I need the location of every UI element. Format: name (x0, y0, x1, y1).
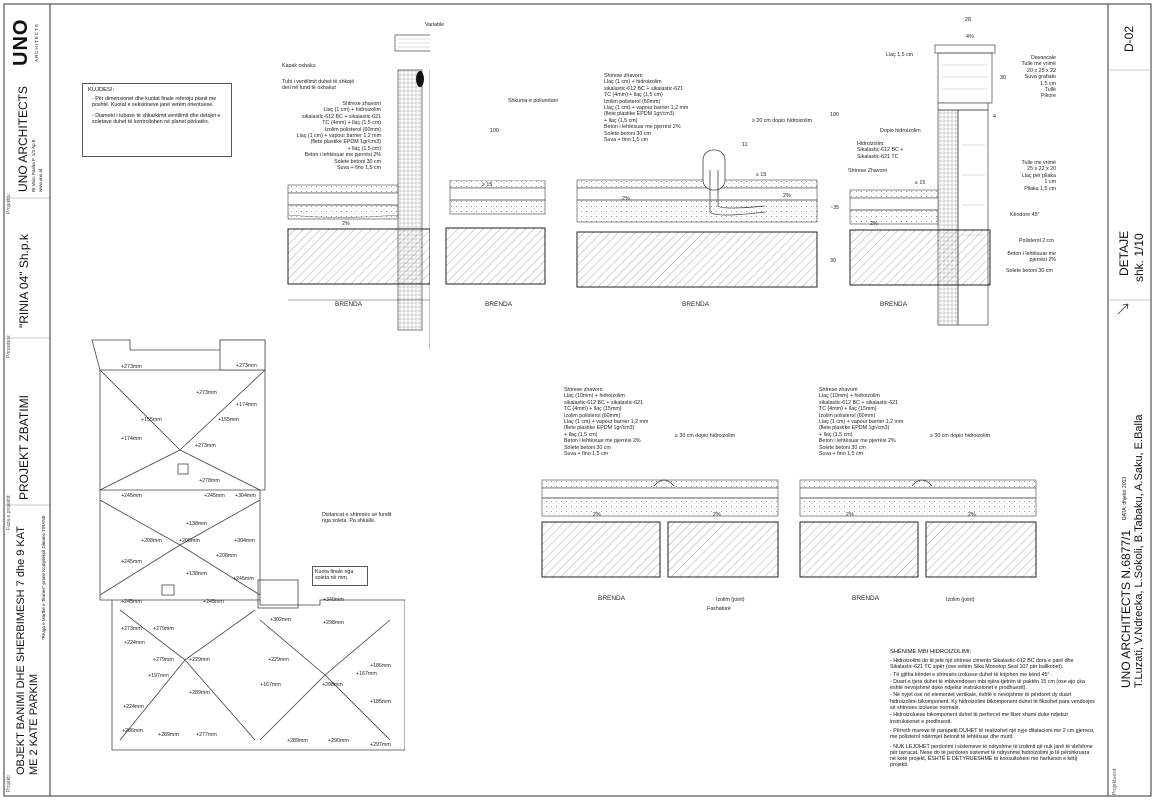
kujdes-item: - Për dimensionet dhe kuotat finale referoju planit me poshtë. Kuotat e seksioneve janë vetëm orientuese. (92, 96, 217, 109)
client-name: "RINIA 04" Sh.p.k (17, 234, 31, 328)
dim-15-d3: ≥ 15 (915, 180, 926, 186)
plan-dim: +229mm (268, 657, 289, 663)
label-solete-betoni: Solete betoni 30 cm (1006, 268, 1053, 274)
label-projekti: Projekti: (6, 773, 12, 792)
label-variable: Variable (425, 22, 445, 28)
dim-100-d1: 100 (490, 128, 499, 134)
plan-dim: +279mm (153, 626, 174, 632)
dim-4: 4 (993, 114, 996, 120)
hidroizolimi-notes (886, 647, 1100, 787)
slope-d2-1: 2% (622, 196, 630, 202)
label-dopio-20: ≥ 20 cm dopio hidroizolim (752, 118, 813, 124)
plan-dim: +197mm (148, 673, 169, 679)
label-brenda-d4: BRENDA (598, 595, 626, 602)
plan-dim: +245mm (204, 493, 225, 499)
plan-dim: +298mm (322, 682, 343, 688)
label-kapak-oxhaku: Kapak oxhaku (282, 63, 316, 69)
slope-d4-1: 2% (593, 512, 601, 518)
plan-dim: +340mm (323, 597, 344, 603)
layers-detail4: Shtrese zhavorri Llaç (10mm) + hidroizolim sikalastic-612 BC + sikalastic-621 TC (4mm) + llaç (15mm) Izolim polisterol (60mm) Llaç (1 cm) + vapour barrier 1,2 mm (flete plastike EPDM 1gr/cm3) + llaç (1,5 cm) Beton i lehtësuar me pjerrësi 2% Solete betoni 30 cm Suva + fino 1,5 cm (564, 387, 649, 458)
project-title-line2: ME 2 KATE PARKIM (28, 673, 40, 775)
label-projektoi: Projektoi: (6, 193, 12, 214)
label-hidroizolim-sika: Hidroizolim: Sikalastic-612 BC + Sikalastic-621 TC (857, 141, 904, 160)
plan-note-distancat-text: Distancat e shtresës së fundit nga soleta. Pa shkallë. (322, 512, 392, 525)
project-phase: PROJEKT ZBATIMI (17, 395, 31, 500)
note-item: - Duart e tjera duhet të mbivendosen mbi njëra-tjetrën të paktën 15 cm (ose ajo çka është nevojshmë duke ndjekur instruksionet e prodhuesit). (890, 678, 1085, 692)
plan-note-kuota (312, 566, 368, 586)
label-dopio-30-d5: ≥ 30 cm dopio hidroizolim (930, 433, 991, 439)
label-brenda-d2: BRENDA (682, 301, 710, 308)
plan-dim: +224mm (124, 640, 145, 646)
plan-dim: +208mm (141, 538, 162, 544)
dim-4pct: 4% (966, 34, 974, 40)
plan-dim: +297mm (370, 742, 391, 748)
detail-joint-section-2 (798, 470, 1038, 590)
plan-dim: +273mm (236, 363, 257, 369)
label-porositesi: Porositesi: (6, 334, 12, 358)
plan-dim: +289mm (158, 732, 179, 738)
plan-dim: +289mm (189, 690, 210, 696)
label-llac-15: Llaç 1,5 cm (886, 52, 914, 58)
plan-dim: +278mm (199, 478, 220, 484)
plan-dim: +277mm (196, 732, 217, 738)
logo-sub: ARCHITECTS (34, 23, 39, 62)
label-fashature: Fashaturë (707, 606, 731, 612)
label-projektuesit: Projektuesit: (1112, 767, 1118, 795)
dim-30-top: 30 (1000, 75, 1006, 81)
parapet-labels-top: Davancale Tulle me vrimë 20 x 25 x 22 Suva grafiato 1,5 cm Tullë Pikore (1021, 55, 1056, 100)
detail-drain-section (575, 140, 820, 325)
plan-dim: +174mm (236, 402, 257, 408)
plan-dim: +208mm (179, 538, 200, 544)
project-location: "Rruga e Marthe e Tiranes" prane Kompleksit Dinamo TIRANE (41, 515, 46, 640)
plan-dim: +229mm (189, 657, 210, 663)
plan-dim: +273mm (121, 626, 142, 632)
label-brenda-d3: BRENDA (880, 301, 908, 308)
plan-dim: +245mm (203, 599, 224, 605)
plan-dim: +279mm (153, 657, 174, 663)
dim-30-bottom: 30 (830, 258, 836, 264)
label-brenda-d1: BRENDA (335, 301, 363, 308)
plan-dim: +138mm (186, 521, 207, 527)
dim-100-d3: 100 (830, 112, 839, 118)
plan-dim: +245mm (233, 576, 254, 582)
note-item: - Hidroizolimi do të jetë një shtrese cimento Sikalastic-612 BC dora e parë dhe Sikalastic-621 TC sipër (ose vetëm Sika Monotop Seal 107 për ballkonet). (890, 658, 1074, 671)
label-izolim-joint-d4: Izolim (joint) (716, 597, 745, 603)
note-item: - NUK LEJOHET perdorimi i sistemeve të ndryshme të izolimit që nuk janë të vlefshme për tarracat. Nese do të perdoren sistemet të ndryshme hidroizolimi jo të përshkruara në këtë projekt, ËSHTË E DETYRUESHME të konsultoheni me harfuesin e këtij projekti. (890, 743, 1093, 769)
plan-dim: +186mm (370, 663, 391, 669)
notes-title: SHËNIME MBI HIDROIZOLIMI: (890, 649, 972, 655)
plan-dim: +155mm (141, 417, 162, 423)
plan-note-distancat (320, 510, 400, 534)
label-polisterol: Polisterol 2 cm (1019, 238, 1054, 244)
plan-dim: +304mm (234, 538, 255, 544)
plan-dim: +273mm (195, 443, 216, 449)
label-tubi-ventilimit: Tubi i ventilimit duhet të shkojë deri në fund të oxhakut (282, 79, 355, 92)
sheet-date: DATA: dhjetor 2013 (1122, 476, 1128, 520)
slope-d1: 2% (342, 221, 350, 227)
note-item: - Të gjitha këndet e shtresës izoluese duhet të krijohen me kënd 45°. (890, 671, 1052, 678)
plan-dim: +167mm (260, 682, 281, 688)
plan-dim: +155mm (218, 417, 239, 423)
sheet-code: D-02 (1122, 25, 1136, 52)
plan-dim: +286mm (122, 728, 143, 734)
kujdes-item: - Diametri i tubave të shkarkimit ventilimit dhe detajet e soletave duhet të kontrollohen në planet përkatës. (92, 112, 221, 125)
plan-dim: +290mm (328, 738, 349, 744)
dim-15-d2: ≥ 15 (756, 172, 767, 178)
plan-dim: +224mm (123, 704, 144, 710)
plan-dim: +138mm (186, 571, 207, 577)
note-item: - Përreth mureve të parapetit DUHET të realizohet një nyje dilatacioni me 2 cm gjerresi, me polisterol ndërmjet betonit të lehtësuar dhe murit. (890, 727, 1095, 741)
layers-detail5: Shtrese zhavorri Llaç (10mm) + hidroizolim sikalastic-612 BC + sikalastic-621 TC (4mm) + llaç (15mm) Izolim polisterol (60mm) Llaç (1 cm) + vapour barrier 1,2 mm (flete plastike EPDM 1gr/cm3) + llaç (1,5 cm) Beton i lehtësuar me pjerrësi 2% Solete betoni 30 cm Suva + fino 1,5 cm (819, 387, 904, 458)
plan-note-kuota-text: Kuota finale nga soleta në mm. (315, 569, 354, 582)
label-brenda-d5: BRENDA (852, 595, 880, 602)
dim-28: 28 (965, 17, 971, 23)
note-item: - Hidroizoluese bikomponent duhet të perforcet me fiber xhami duke ndjekur instruksionet e prodhuesit. (890, 712, 1069, 725)
slope-d4-2: 2% (713, 512, 721, 518)
label-kendore: Këndore 45° (1010, 212, 1040, 218)
drawing-scale: shk. 1/10 (1132, 233, 1146, 282)
plan-dim: +304mm (235, 493, 256, 499)
plan-dim: +245mm (121, 599, 142, 605)
plan-dim: +185mm (370, 699, 391, 705)
plan-dim: +273mm (121, 364, 142, 370)
detail-joint-section-1 (540, 470, 780, 590)
plan-dim: +273mm (196, 390, 217, 396)
kujdes-title: KUJDES!: (88, 87, 115, 93)
label-izolim-joint-d5: Izolim (joint) (946, 597, 975, 603)
label-faza: Faza e projektit: (6, 494, 12, 530)
architects-line1: UNO ARCHITECTS N.6877/1 (1119, 529, 1133, 688)
architects-line2: T.Luzati, V.Ndrecka, L.Sokoli, B.Tabaku, A.Saku, E.Balla (1133, 414, 1145, 688)
layers-detail2: Shtrese zhavorri Llaç (1 cm) + hidroizolim sikalastic-612 BC + sikalastic-621 TC (4mm) + llaç (1,5 cm) Izolim polisterol (60mm) Llaç (1 cm) + vapour barrier 1,2 mm (flete plastike EPDM 1gr/cm3) + llaç (1,5 cm) Beton i lehtësuar me pjerrësi 2% Solete betoni 30 cm Suva + fino 1,5 cm (604, 73, 689, 144)
slope-d2-2: 2% (783, 193, 791, 199)
north-arrow-icon (1116, 302, 1130, 316)
note-item: - Në nyjet ose në elementet vertikale, është e nevojshme të përdoret dy duart hidroizolimi bikomponent. Ky hidroizolimi bikomponent duhet të fiksohet para vendosjes së shtreses izoluese normale. (890, 692, 1095, 712)
label-brenda-d1b: BRENDA (485, 301, 513, 308)
office-address: Rr.Vaso Pasha P. 1/3 Ap.8 (31, 139, 36, 192)
project-title-line1: OBJEKT BANIMI DHE SHERBIMESH 7 dhe 9 KAT (15, 526, 27, 775)
plan-dim: +289mm (287, 738, 308, 744)
plan-dim: +174mm (121, 436, 142, 442)
slope-d5-1: 2% (846, 512, 854, 518)
plan-dim: +245mm (121, 493, 142, 499)
office-web: www.uno.al (38, 168, 43, 192)
label-dopio-30-d4: ≥ 30 cm dopio hidroizolim (675, 433, 736, 439)
label-beton-lehtesuar: Beton i lehtësuar me pjerrësi 2% (1007, 251, 1056, 264)
label-shkuma: Shkuma e poliuretani (508, 98, 558, 104)
label-shtrese-zhavorri-d3: Shtrese Zhavorri (848, 168, 888, 174)
logo: UNO (10, 18, 32, 66)
office-name: UNO ARCHITECTS (16, 85, 30, 192)
plan-dim: +245mm (121, 559, 142, 565)
plan-dim: +298mm (323, 620, 344, 626)
layers-detail1: Shtrese zhavorri Llaç (1 cm) + hidroizolim sikalastic-612 BC + sikalastic-621 TC (4mm) + llaç (1,5 cm) Izolim polisterol (60mm) Llaç (1 cm) + vapour barrier 1,2 mm (flete plastike EPDM 1gr/cm3) + llaç (1,5 cm) Beton i lehtësuar me pjerrësi 2% Solete betoni 30 cm Suva + fino 1,5 cm (296, 101, 381, 172)
plan-dim: +167mm (356, 671, 377, 677)
slope-d5-2: 2% (968, 512, 976, 518)
label-dopio-hidroizolim: Dopio hidroizolim (880, 128, 921, 134)
dim-35: ~35 (830, 205, 839, 211)
detail-chimney-right-slab (430, 180, 550, 350)
kujdes-note (82, 83, 232, 157)
plan-dim: +208mm (216, 553, 237, 559)
parapet-labels-mid: Tulle me vrimë 25 x 22 x 20 Llaç për pllaka 1 cm Pllaka 1,5 cm (1021, 160, 1056, 192)
plan-dim: +302mm (270, 617, 291, 623)
drawing-type: DETAJE (1117, 230, 1131, 276)
slope-d3: 2% (870, 221, 878, 227)
dim-11: 11 (742, 142, 748, 148)
